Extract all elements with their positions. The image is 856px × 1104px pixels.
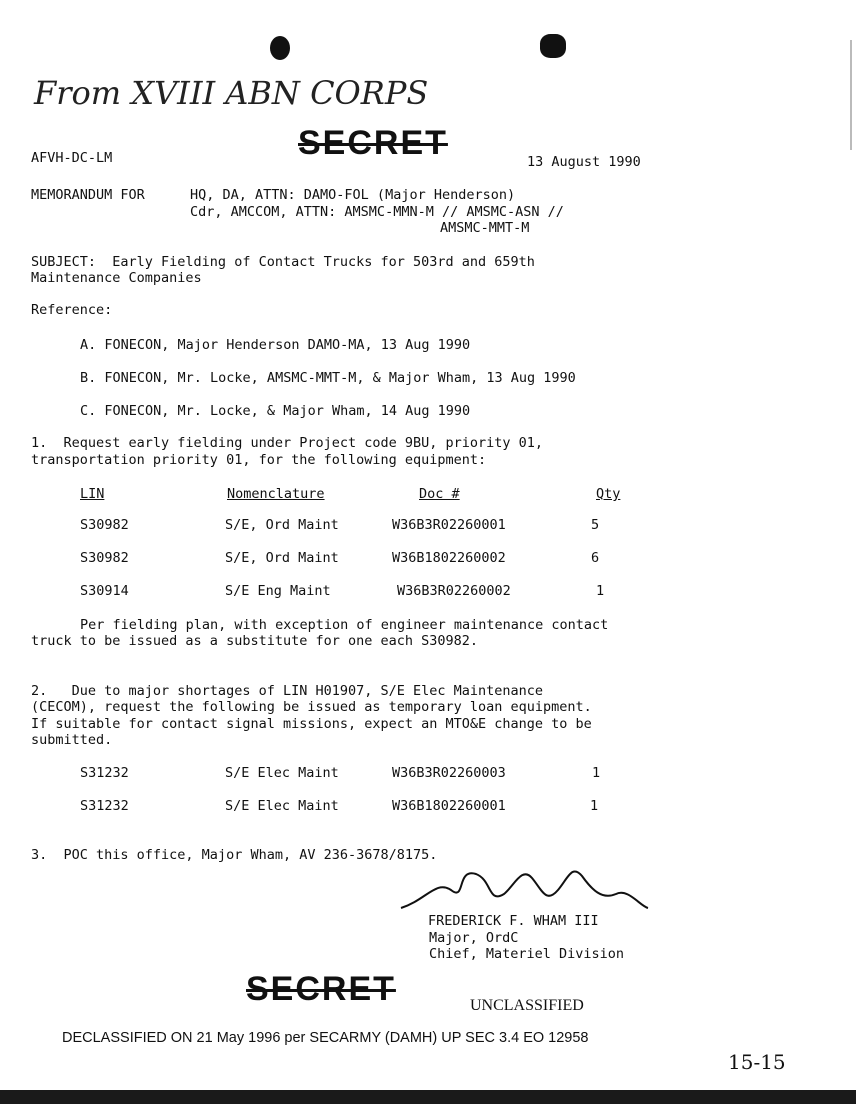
para1-line1: 1. Request early fielding under Project code 9BU, priority 01, [31,435,544,451]
scan-bottom-bar [0,1090,856,1104]
row-lin: S31232 [80,765,129,781]
row-qty: 1 [590,798,599,814]
row-doc: W36B3R02260001 [392,517,506,533]
memo-for-label: MEMORANDUM FOR [31,187,145,203]
para3: 3. POC this office, Major Wham, AV 236-3678/8175. [31,847,438,863]
stamp-logo-mark [540,34,566,58]
row-doc: W36B1802260001 [392,798,506,814]
row-nomenclature: S/E Elec Maint [225,798,339,814]
row-qty: 6 [591,550,600,566]
header-doc: Doc # [419,486,460,502]
header-qty: Qty [596,486,621,502]
office-symbol: AFVH-DC-LM [31,150,113,166]
row-qty: 1 [592,765,601,781]
row-doc: W36B3R02260002 [397,583,511,599]
row-doc: W36B3R02260003 [392,765,506,781]
row-lin: S31232 [80,798,129,814]
subject-line1: SUBJECT: Early Fielding of Contact Trucks for 503rd and 659th [31,254,535,270]
subject-line2: Maintenance Companies [31,270,202,286]
fielding-line1: Per fielding plan, with exception of engineer maintenance contact [80,617,609,633]
memo-to-line3: AMSMC-MMT-M [440,220,530,236]
row-nomenclature: S/E Elec Maint [225,765,339,781]
punch-mark-dot [270,36,290,60]
row-doc: W36B1802260002 [392,550,506,566]
signature-rank: Major, OrdC [429,930,519,946]
signature-title: Chief, Materiel Division [429,946,625,962]
signature-name: FREDERICK F. WHAM III [428,913,599,929]
handwritten-header: From XVIII ABN CORPS [34,74,429,112]
row-lin: S30982 [80,550,129,566]
row-nomenclature: S/E, Ord Maint [225,517,339,533]
reference-c: C. FONECON, Mr. Locke, & Major Wham, 14 Aug 1990 [80,403,471,419]
fielding-line2: truck to be issued as a substitute for one each S30982. [31,633,479,649]
para2-line2: (CECOM), request the following be issued as temporary loan equipment. [31,699,592,715]
classification-top: SECRET [298,124,448,162]
row-qty: 5 [591,517,600,533]
row-lin: S30982 [80,517,129,533]
para2-line3: If suitable for contact signal missions, expect an MTO&E change to be [31,716,592,732]
reference-b: B. FONECON, Mr. Locke, AMSMC-MMT-M, & Major Wham, 13 Aug 1990 [80,370,576,386]
reference-label: Reference: [31,302,113,318]
declassified-note: DECLASSIFIED ON 21 May 1996 per SECARMY (DAMH) UP SEC 3.4 EO 12958 [62,1030,589,1046]
scan-edge-right [850,40,852,150]
memo-to-line1: HQ, DA, ATTN: DAMO-FOL (Major Henderson) [190,187,516,203]
header-nomenclature: Nomenclature [227,486,325,502]
row-nomenclature: S/E Eng Maint [225,583,331,599]
header-lin: LIN [80,486,105,502]
memo-date: 13 August 1990 [527,154,641,170]
row-qty: 1 [596,583,605,599]
classification-bottom: SECRET [246,970,396,1008]
reference-a: A. FONECON, Major Henderson DAMO-MA, 13 Aug 1990 [80,337,471,353]
para2-line4: submitted. [31,732,113,748]
para2-line1: 2. Due to major shortages of LIN H01907, S/E Elec Maintenance [31,683,544,699]
memo-to-line2: Cdr, AMCCOM, ATTN: AMSMC-MMN-M // AMSMC-ASN // [190,204,564,220]
signature-scribble [396,860,656,920]
row-nomenclature: S/E, Ord Maint [225,550,339,566]
page-number: 15-15 [728,1050,786,1074]
unclassified-stamp: UNCLASSIFIED [470,997,584,1014]
row-lin: S30914 [80,583,129,599]
para1-line2: transportation priority 01, for the following equipment: [31,452,487,468]
